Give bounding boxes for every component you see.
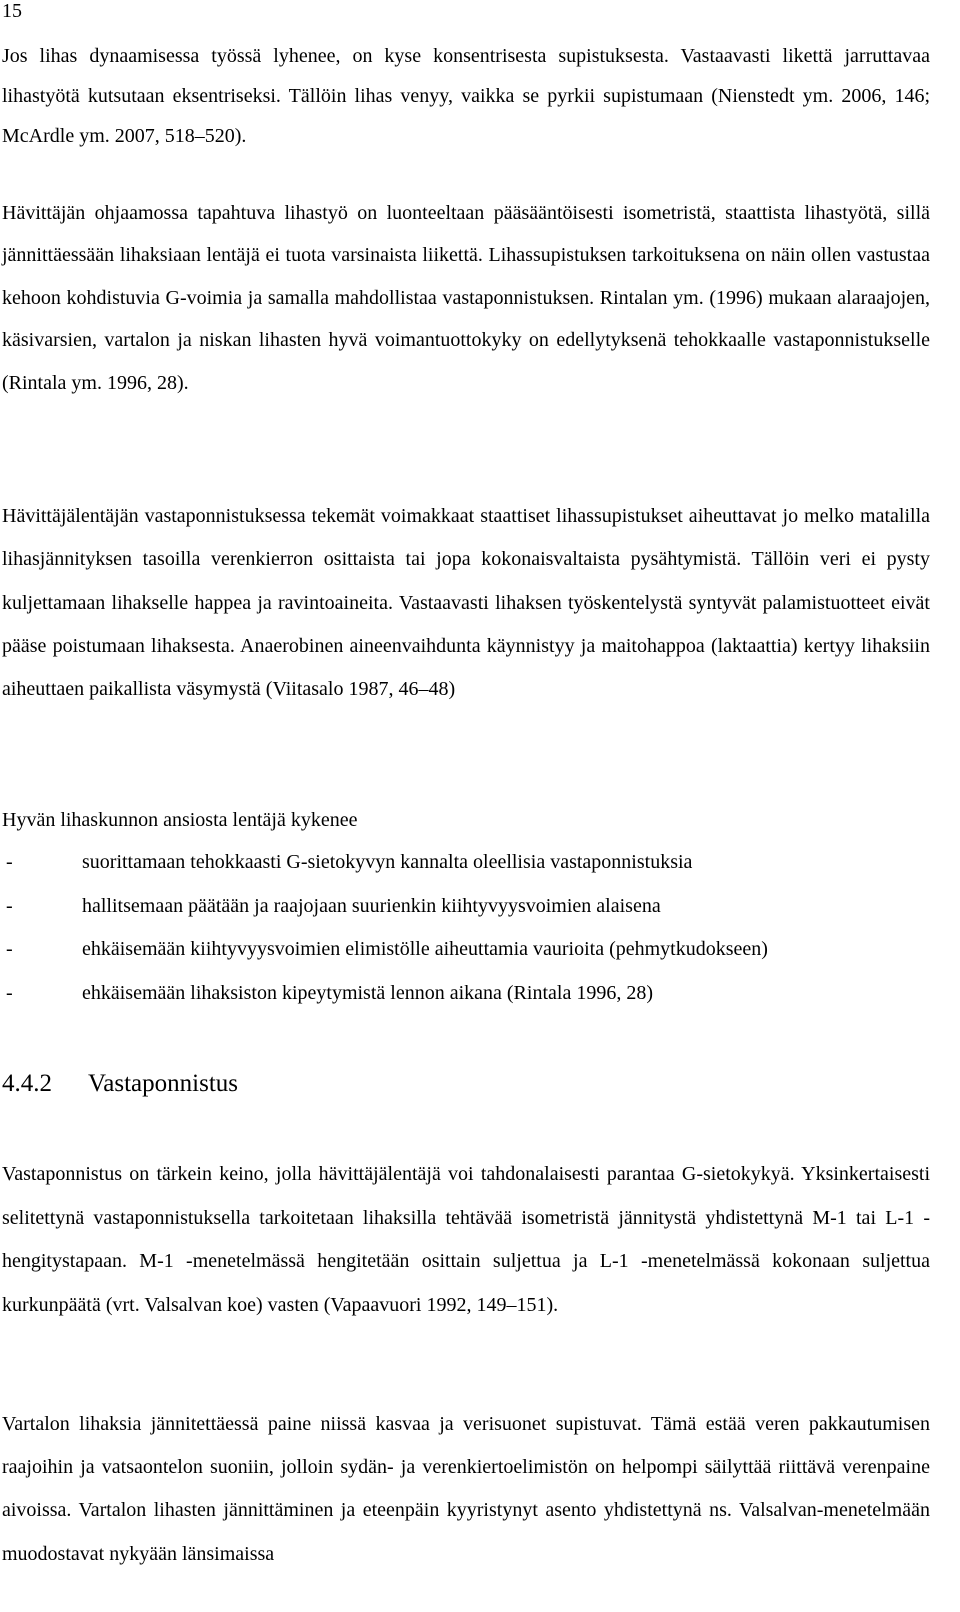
list-intro: Hyvän lihaskunnon ansiosta lentäjä kykenee bbox=[2, 809, 358, 831]
list-dash: - bbox=[6, 894, 13, 917]
list-item bbox=[2, 972, 768, 1016]
list-item bbox=[2, 928, 768, 972]
section-title: Vastaponnistus bbox=[88, 1070, 238, 1097]
list-item-text: hallitsemaan päätään ja raajojaan suurienkin kiihtyvyysvoimien alaisena bbox=[82, 894, 661, 917]
list-dash: - bbox=[6, 851, 13, 873]
paragraph-torso-muscles: Vartalon lihaksia jännitettäessä paine niissä kasvaa ja verisuonet supistuvat. Tämä estää veren pakkautumisen raajoihin ja vatsaontelon suoniin, jolloin sydän- ja verenkiertoelimistön on helpompi säilyttää riittävä verenpaine aivoissa. Vartalon lihasten jännittäminen ja eteenpäin kyyristynyt asento yhdistettynä ns. Valsalvan-menetelmään muodostavat nykyään länsimaissa bbox=[2, 1413, 930, 1565]
list-item-text: ehkäisemään lihaksiston kipeytymistä lennon aikana (Rintala 1996, 28) bbox=[82, 981, 653, 1004]
list-item-text: ehkäisemään kiihtyvyysvoimien elimistölle aiheuttamia vaurioita (pehmytkudokseen) bbox=[82, 938, 768, 960]
section-heading bbox=[2, 1062, 238, 1106]
paragraph-isometric-work: Hävittäjän ohjaamossa tapahtuva lihastyö on luonteeltaan pääsääntöisesti isometristä, staattista lihastyötä, sillä jännittäessään lihaksiaan lentäjä ei tuota varsinaista liikettä. Lihassupistuksen tarkoituksena on näin ollen vastustaa kehoon kohdistuvia G-voimia ja samalla mahdollistaa vastaponnistuksen. Rintalan ym. (1996) mukaan alaraajojen, käsivarsien, vartalon ja niskan lihasten hyvä voimantuottokyky on edellytyksenä tehokkaalle vastaponnistukselle (Rintala ym. 1996, 28). bbox=[2, 202, 930, 394]
list-item bbox=[2, 885, 768, 929]
list-item bbox=[2, 841, 768, 885]
benefits-list bbox=[2, 841, 768, 1015]
list-dash: - bbox=[6, 981, 13, 1004]
paragraph-counter-pressure: Vastaponnistus on tärkein keino, jolla hävittäjälentäjä voi tahdonalaisesti parantaa G-sietokykyä. Yksinkertaisesti selitettynä vastaponnistuksella tarkoitetaan lihaksilla tehtävää isometristä jännitystä yhdistettynä M-1 tai L-1 -hengitystapaan. M-1 -menetelmässä hengitetään osittain suljettua ja L-1 -menetelmässä kokonaan suljettua kurkunpäätä (vrt. Valsalvan koe) vasten (Vapaavuori 1992, 149–151). bbox=[2, 1163, 930, 1317]
section-number: 4.4.2 bbox=[2, 1070, 52, 1097]
list-dash: - bbox=[6, 938, 13, 960]
paragraph-static-contractions: Hävittäjälentäjän vastaponnistuksessa tekemät voimakkaat staattiset lihassupistukset aiheuttavat jo melko matalilla lihasjännityksen tasoilla verenkierron osittaista tai jopa kokonaisvaltaista pysähtymistä. Tällöin veri ei pysty kuljettamaan lihakselle happea ja ravintoaineita. Vastaavasti lihaksen työskentelystä syntyvät palamistuotteet eivät pääse poistumaan lihaksesta. Anaerobinen aineenvaihdunta käynnistyy ja maitohappoa (laktaattia) kertyy lihaksiin aiheuttaen paikallista väsymystä (Viitasalo 1987, 46–48) bbox=[2, 505, 930, 701]
list-item-text: suorittamaan tehokkaasti G-sietokyvyn kannalta oleellisia vastaponnistuksia bbox=[82, 851, 693, 873]
paragraph-muscle-contraction: Jos lihas dynaamisessa työssä lyhenee, on kyse konsentrisesta supistuksesta. Vastaavasti likettä jarruttavaa lihastyötä kutsutaan eksentriseksi. Tällöin lihas venyy, vaikka se pyrkii supistumaan (Nienstedt ym. 2006, 146; McArdle ym. 2007, 518–520). bbox=[2, 45, 930, 147]
page-number: 15 bbox=[2, 0, 22, 22]
